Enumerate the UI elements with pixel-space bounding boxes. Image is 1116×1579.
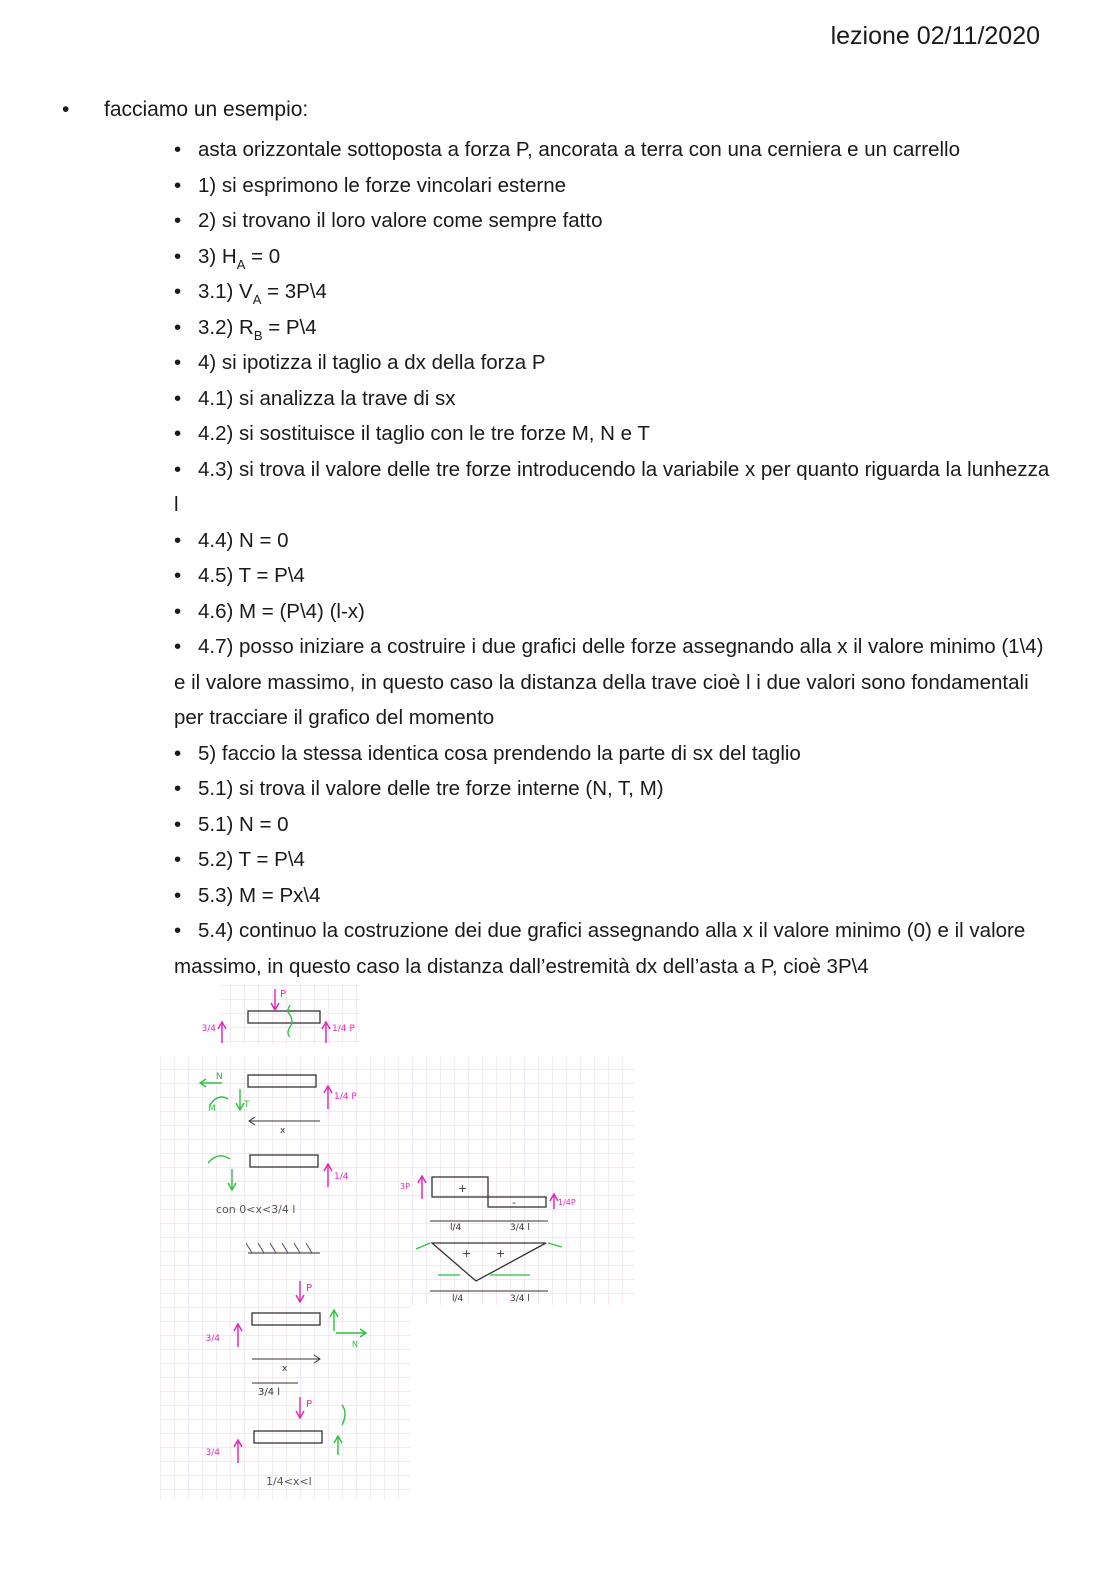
item-text: = 0 — [245, 244, 281, 268]
label-3p: 3P — [400, 1182, 410, 1191]
grid-paper — [160, 1057, 635, 1305]
label-quarter-p-short: 1/4P — [558, 1198, 576, 1207]
list-item: • 4) si ipotizza il taglio a dx della forza P — [174, 345, 1054, 381]
intro-text: facciamo un esempio: — [104, 98, 309, 121]
moment-plus: + — [462, 1247, 472, 1260]
list-item: • 5.1) N = 0 — [174, 807, 1054, 843]
step-list — [174, 132, 1054, 984]
list-item: • 4.2) si sostituisce il taglio con le tre forze M, N e T — [174, 416, 1054, 452]
label-p: P — [306, 1399, 313, 1410]
list-item: • 5.1) si trova il valore delle tre forze interne (N, T, M) — [174, 771, 1054, 807]
label-l-quarter-2: l/4 — [452, 1294, 464, 1304]
label-p: P — [280, 989, 287, 1000]
handwritten-sketch — [160, 985, 640, 1505]
list-item: • 4.5) T = P\4 — [174, 558, 1054, 594]
condition-1: con 0<x<3/4 l — [216, 1203, 296, 1216]
moment-plus: + — [496, 1247, 506, 1260]
sketch-svg — [160, 985, 640, 1505]
list-item: • asta orizzontale sottoposta a forza P, ancorata a terra con una cerniera e un carrello — [174, 132, 1054, 168]
list-item — [174, 310, 1054, 346]
item-subscript: B — [253, 327, 263, 343]
label-three-quarter: 3/4 — [201, 1024, 216, 1034]
list-item: • 2) si trovano il loro valore come sempre fatto — [174, 203, 1054, 239]
list-item: • 1) si esprimono le forze vincolari esterne — [174, 168, 1054, 204]
label-x: x — [280, 1126, 286, 1136]
list-item: • 4.3) si trova il valore delle tre forze introducendo la variabile x per quanto riguarda la lunhezza l — [174, 452, 1054, 523]
list-item: • 4.4) N = 0 — [174, 523, 1054, 559]
list-item: • 5.4) continuo la costruzione dei due grafici assegnando alla x il valore minimo (0) e il valore massimo, in questo caso la distanza dall’estremità dx dell’asta a P, cioè 3P\4 — [174, 913, 1054, 984]
label-n: N — [216, 1072, 223, 1082]
label-m: M — [208, 1104, 216, 1114]
list-item — [174, 274, 1054, 310]
item-text: 3.1) V — [198, 280, 253, 303]
top-level-bullet: • — [62, 98, 70, 121]
item-subscript: A — [236, 256, 246, 272]
item-subscript: A — [252, 292, 262, 307]
item-text: 3.2) R — [198, 315, 254, 339]
item-text: = P\4 — [262, 315, 317, 339]
grid-paper — [160, 1305, 410, 1500]
label-l-quarter: l/4 — [450, 1223, 462, 1233]
label-n: N — [352, 1340, 358, 1349]
item-text: = 3P\4 — [261, 280, 327, 303]
condition-2: 1/4<x<l — [266, 1475, 312, 1488]
label-three-quarter-l: 3/4 l — [258, 1387, 281, 1398]
shear-plus: + — [458, 1182, 468, 1195]
label-quarter: 1/4 — [334, 1172, 349, 1182]
list-item: • 5) faccio la stessa identica cosa prendendo la parte di sx del taglio — [174, 736, 1054, 772]
label-three-quarter: 3/4 — [205, 1448, 220, 1458]
label-three-quarter: 3/4 — [205, 1334, 220, 1344]
list-item: • 5.3) M = Px\4 — [174, 878, 1054, 914]
label-quarter-p: 1/4 P — [332, 1024, 355, 1034]
list-item — [174, 239, 1054, 275]
list-item: • 4.7) posso iniziare a costruire i due grafici delle forze assegnando alla x il valore minimo (1\4) e il valore massimo, in questo caso la distanza della trave cioè l i due valori sono fondamentali per tracciare il grafico del momento — [174, 629, 1054, 736]
list-item: • 5.2) T = P\4 — [174, 842, 1054, 878]
lecture-date: lezione 02/11/2020 — [830, 22, 1040, 50]
label-t: T — [244, 1100, 250, 1110]
label-x: x — [282, 1364, 288, 1374]
label-quarter-p: 1/4 P — [334, 1092, 357, 1102]
label-three-l-quarter: 3/4 l — [510, 1223, 530, 1233]
list-item: • 4.1) si analizza la trave di sx — [174, 381, 1054, 417]
label-p: P — [306, 1283, 313, 1294]
list-item: • 4.6) M = (P\4) (l-x) — [174, 594, 1054, 630]
label-three-l-quarter-2: 3/4 l — [510, 1294, 530, 1304]
shear-minus: - — [512, 1196, 516, 1209]
item-text: 3) H — [198, 244, 237, 268]
